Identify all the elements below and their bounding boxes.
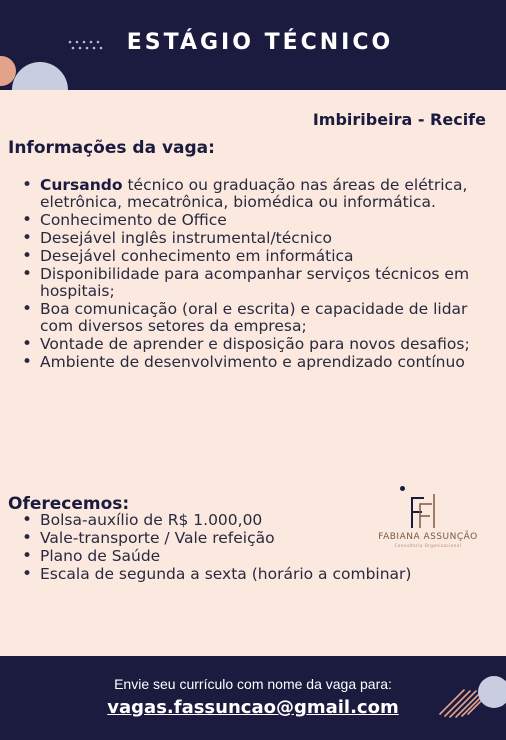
list-item: • Disponibilidade para acompanhar serviços técnicos em hospitais; bbox=[22, 266, 488, 300]
list-item: • Vontade de aprender e disposição para novos desafios; bbox=[22, 336, 488, 353]
fa-monogram-icon bbox=[404, 488, 440, 532]
contact-email-link[interactable]: vagas.fassuncao@gmail.com bbox=[107, 697, 399, 718]
list-item-bold: Cursando bbox=[40, 176, 123, 194]
footer-instruction: Envie seu currículo com nome da vaga para: bbox=[114, 676, 392, 692]
logo-name: FABIANA ASSUNÇÃO bbox=[378, 532, 478, 542]
offers-heading: Oferecemos: bbox=[8, 494, 130, 514]
list-item-text: técnico ou graduação nas áreas de elétrica, eletrônica, mecatrônica, biomédica ou informática. bbox=[40, 176, 468, 211]
requirements-list bbox=[22, 177, 488, 372]
list-item: • Ambiente de desenvolvimento e aprendizado contínuo bbox=[22, 354, 488, 371]
list-item: • Desejável conhecimento em informática bbox=[22, 248, 488, 265]
info-heading: Informações da vaga: bbox=[8, 138, 215, 158]
list-item: • Plano de Saúde bbox=[22, 548, 496, 565]
list-item: • Boa comunicação (oral e escrita) e capacidade de lidar com diversos setores da empresa; bbox=[22, 301, 488, 335]
job-location: Imbiribeira - Recife bbox=[312, 110, 486, 129]
page-title: ESTÁGIO TÉCNICO bbox=[126, 30, 394, 55]
list-item: • Bolsa-auxílio de R$ 1.000,00 bbox=[22, 512, 496, 529]
list-item: • Escala de segunda a sexta (horário a combinar) bbox=[22, 566, 496, 583]
list-item bbox=[22, 177, 488, 211]
company-logo bbox=[360, 480, 496, 550]
list-item: • Vale-transporte / Vale refeição bbox=[22, 530, 496, 547]
list-item: • Conhecimento de Office bbox=[22, 212, 488, 229]
list-item: • Desejável inglês instrumental/técnico bbox=[22, 230, 488, 247]
logo-subtitle: Consultoria Organizacional bbox=[394, 543, 462, 548]
